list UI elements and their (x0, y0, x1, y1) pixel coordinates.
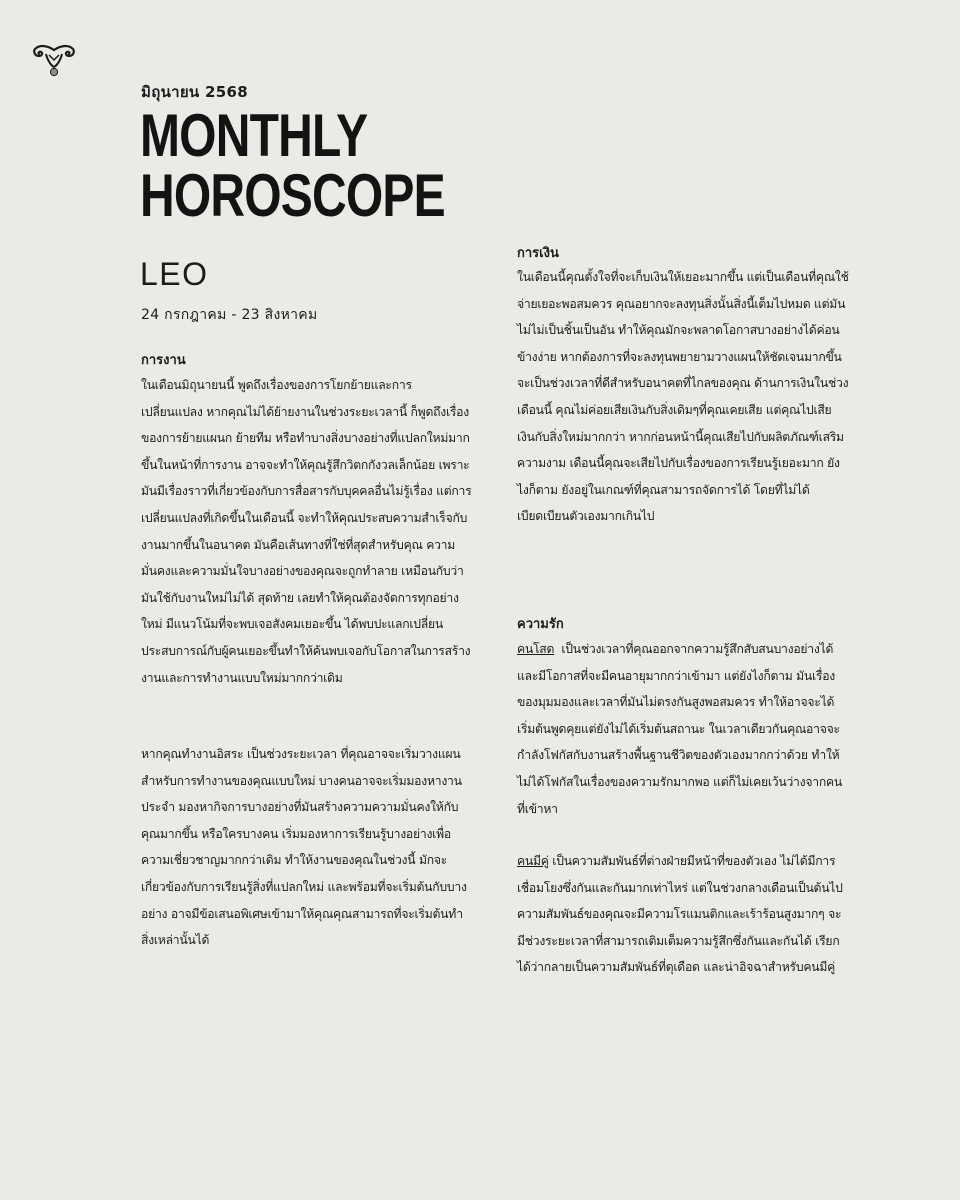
finance-paragraph: ในเดือนนี้คุณตั้งใจที่จะเก็บเงินให้เยอะมากขึ้น แต่เป็นเดือนที่คุณใช้จ่ายเยอะพอสมควร คุณอยากจะลงทุนสิ่งนั้นสิ่งนี้เต็มไปหมด แต่มันไม่ไม่เป็นชิ้นเป็นอัน ทำให้คุณมักจะพลาดโอกาสบางอย่างได้ค่อนข้างง่าย หากต้องการที่จะลงทุนพยายามวางแผนให้ชัดเจนมากขึ้น จะเป็นช่วงเวลาที่ดีสำหรับอนาคตที่ไกลของคุณ ด้านการเงินในช่วงเดือนนี้ คุณไม่ค่อยเสียเงินกับสิ่งเดิมๆที่คุณเคยเสีย แต่คุณไปเสียเงินกับสิ่งใหม่มากกว่า หากก่อนหน้านี้คุณเสียไปกับผลิตภัณฑ์เสริมความงาม เดือนนี้คุณจะเสียไปกับเรื่องของการเรียนรู้เยอะมาก ยังไงก็ตาม ยังอยู่ในเกณฑ์ที่คุณสามารถจัดการได้ โดยที่ไม่ได้เบียดเบียนตัวเองมากเกินไป (517, 270, 849, 524)
taurus-bull-ornament-icon (32, 40, 76, 78)
zodiac-sign: LEO (140, 256, 209, 292)
love-single-paragraph (517, 636, 849, 822)
page-title (140, 102, 445, 229)
love-couple-paragraph (517, 848, 849, 981)
single-label: คนโสด (517, 642, 555, 656)
sign-date-range: 24 กรกฎาคม - 23 สิงหาคม (141, 307, 318, 323)
month-label: มิถุนายน 2568 (141, 83, 248, 101)
work-heading: การงาน (141, 353, 186, 368)
love-heading: ความรัก (517, 617, 564, 632)
finance-heading: การเงิน (517, 246, 559, 261)
couple-text: เป็นความสัมพันธ์ที่ต่างฝ่ายมีหน้าที่ของตัวเอง ไม่ได้มีการเชื่อมโยงซึ่งกันและกันมากเท่าไหร่ แต่ในช่วงกลางเดือนเป็นต้นไป ความสัมพันธ์ของคุณจะมีความโรแมนติกและเร้าร้อนสูงมากๆ จะมีช่วงระยะเวลาที่สามารถเติมเต็มความรู้สึกซึ่งกันและกันได้ เรียกได้ว่ากลายเป็นความสัมพันธ์ที่ดุเดือด และน่าอิจฉาสำหรับคนมีคู่ (517, 854, 843, 975)
title-line-1: MONTHLY (140, 102, 368, 169)
work-paragraph-1: ในเดือนมิถุนายนนี้ พูดถึงเรื่องของการโยกย้ายและการเปลี่ยนแปลง หากคุณไม่ได้ย้ายงานในช่วงระยะเวลานี้ ก็พูดถึงเรื่องของการย้ายแผนก ย้ายทีม หรือทำบางสิ่งบางอย่างที่แปลกใหม่มากขึ้นในหน้าที่การงาน อาจจะทำให้คุณรู้สึกวิตกกังวลเล็กน้อย เพราะมันมีเรื่องราวที่เกี่ยวข้องกับการสื่อสารกับบุคคลอื่นไม่รู้เรื่อง แต่การเปลี่ยนแปลงที่เกิดขึ้นในเดือนนี้ จะทำให้คุณประสบความสำเร็จกับงานมากขึ้นในอนาคต มันคือเส้นทางที่ใช่ที่สุดสำหรับคุณ ความมั่นคงและความมั่นใจบางอย่างของคุณจะถูกทำลาย เหมือนกับว่า มันใช้กับงานใหม่ไม่ได้ สุดท้าย เลยทำให้คุณต้องจัดการทุกอย่างใหม่ มีแนวโน้มที่จะพบเจอสังคมเยอะขึ้น ได้พบปะแลกเปลี่ยนประสบการณ์กับผู้คนเยอะขึ้นทำให้ค้นพบเจอกับโอกาสในการสร้างงานและการทำงานแบบใหม่มากกว่าเดิม (141, 378, 472, 685)
couple-label: คนมีคู่ (517, 854, 549, 868)
title-line-2: HOROSCOPE (140, 162, 445, 229)
single-text: เป็นช่วงเวลาที่คุณออกจากความรู้สึกสับสนบางอย่างได้ และมีโอกาสที่จะมีคนอายุมากกว่าเข้ามา แต่ยังไงก็ตาม มันเรื่องของมุมมองและเวลาที่มันไม่ตรงกันสูงพอสมควร ทำให้อาจจะได้เริ่มต้นพูดคุยแต่ยังไม่ได้เริ่มต้นสถานะ ในเวลาเดียวกันคุณอาจจะกำลังโฟกัสกับงานสร้างพื้นฐานชีวิตของตัวเองมากกว่าด้วย ทำให้ไม่ได้โฟกัสในเรื่องของความรักมากพอ แต่ก็ไม่เคยเว้นว่างจากคนที่เข้าหา (517, 642, 842, 816)
work-paragraph-2: หากคุณทำงานอิสระ เป็นช่วงระยะเวลา ที่คุณอาจจะเริ่มวางแผนสำหรับการทำงานของคุณแบบใหม่ บางคนอาจจะเริ่มมองหางานประจำ มองหากิจการบางอย่างที่มันสร้างความความมั่นคงให้กับคุณมากขึ้น หรือใครบางคน เริ่มมองหาการเรียนรู้บางอย่างเพื่อความเชี่ยวชาญมากกว่าเดิม ทำให้งานของคุณในช่วงนี้ มักจะเกี่ยวข้องกับการเรียนรู้สิ่งที่แปลกใหม่ และพร้อมที่จะเริ่มต้นกับบางอย่าง อาจมีข้อเสนอพิเศษเข้ามาให้คุณคุณสามารถที่จะเริ่มต้นทำสิ่งเหล่านั้นได้ (141, 747, 467, 948)
